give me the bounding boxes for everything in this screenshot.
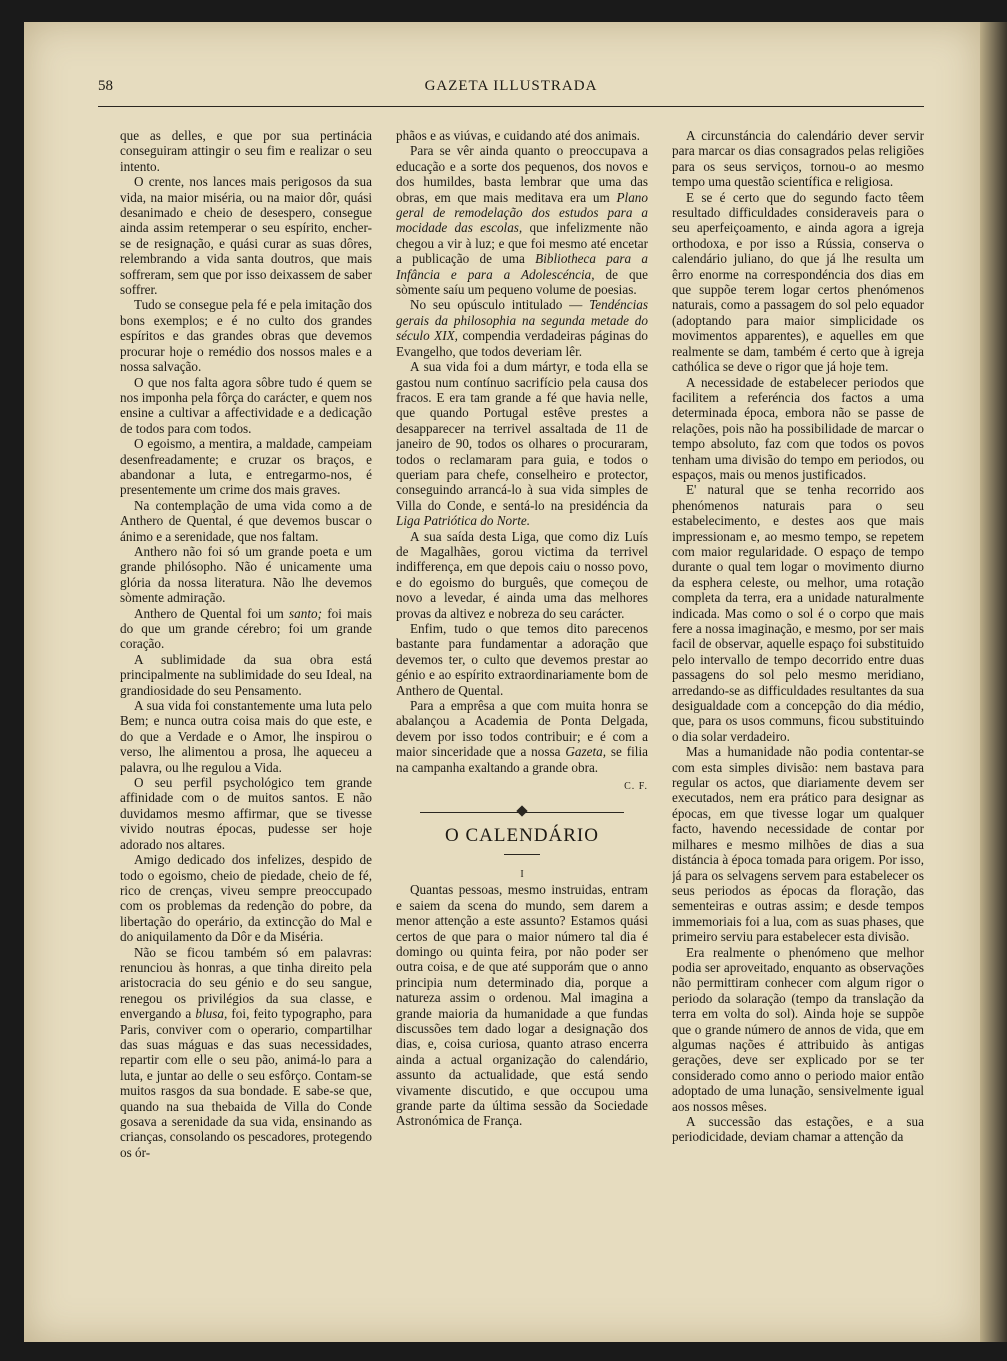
text-run: Anthero de Quental foi um (134, 605, 290, 621)
paragraph (120, 945, 372, 1161)
paragraph: A circunstáncia do calendário dever servir para marcar os dias consagrados pelas religiões para os seus serviços, tornou-o ao mesmo tempo uma questão scientífica e religiosa. (672, 128, 924, 190)
italic-text: Tendéncias gerais da philosophia na segunda metade do século XIX, (396, 297, 648, 344)
paragraph: O seu perfil psychológico tem grande affinidade com o de muitos santos. E não duvidamos mesmo affirmar, que se tivesse vivido noutras épocas, pudesse ser hoje adorado nos altares. (120, 775, 372, 852)
italic-text: Bibliotheca para a Infância e para a Adolescéncia, (396, 251, 648, 282)
paragraph: Anthero não foi só um grande poeta e um grande philósopho. Não é unicamente uma glória da nossa literatura. Não lhe devemos sòmente admiração. (120, 543, 372, 606)
paragraph: A sua saída desta Liga, que como diz Luís de Magalhães, gorou victima da terrivel indifferença, em que depois caiu o nosso povo, e do egoismo do burguês, que começou de novo a levedar, é ainda uma das melhores provas da altivez e nobreza do seu carácter. (396, 528, 648, 621)
paragraph (396, 297, 648, 359)
section-divider-ornament (396, 798, 648, 828)
text-run: Não se ficou também só em palavras: renunciou às honras, a que tinha direito pela aristocracia do seu génio e do seu sangue, renegou os privilégios da sua classe, e envergando a (120, 944, 372, 1022)
text-run: foi, feito typographo, para Paris, conviver com o operario, compartilhar das suas máguas e das suas necessidades, repartir com elle o seu pão, animá-lo para a luta, e juntar ao delle o seu esfôrço. Contam-se muitos rasgos da sua bondade. E sabe-se que, quando na sua thebaida de Villa do Conde gosava a serenidade da sua vida, ensinando as crianças, consolando os pescadores, protegendo os ór- (120, 1006, 372, 1160)
paragraph: A sublimidade da sua obra está principalmente na sublimidade do seu Ideal, na grandiosidade do seu Pensamento. (120, 651, 372, 698)
paragraph: Amigo dedicado dos infelizes, despido de todo o egoismo, cheio de piedade, cheio de fé, rico de crenças, viveu sempre preoccupado com os problemas da redenção do pobre, da libertação do operário, da extincção do Mal e do aniquilamento da Dôr e da Miséria. (120, 852, 372, 945)
page-binding-edge (980, 22, 1007, 1342)
text-run: Para a emprêsa a que com muita honra se abalançou a Academia de Ponta Delgada, devem por isso todos contribuir; e é com a maior sinceridade que a nossa (396, 698, 648, 760)
italic-text: blusa, (195, 1006, 228, 1022)
paragraph: A sua vida foi constantemente uma luta pelo Bem; e nunca outra coisa mais do que este, e do que a Verdade e o Amor, lhe inspirou o verso, lhe alimentou a prosa, lhe aqueceu a palavra, ou lhe regulou a Vida. (120, 698, 372, 775)
paragraph: O crente, nos lances mais perigosos da sua vida, na maior miséria, ou na maior dôr, quási desanimado e cheio de desespero, consegue ainda assim retemperar o seu espírito, encher-se de resignação, e quási curar as suas dôres, relembrando a vida santa doutros, que mais soffreram, sem que por isso deixassem de saber soffrer. (120, 174, 372, 298)
text-run: se filia na campanha exaltando a grande obra. (396, 744, 648, 775)
page-number: 58 (98, 78, 113, 94)
diamond-icon (516, 806, 527, 817)
section-title: O CALENDÁRIO (445, 825, 599, 847)
paragraph: O que nos falta agora sôbre tudo é quem se nos imponha pela fôrça do carácter, e quem nos ensine a cultivar a affectividade e a dedicação de todos para com todos. (120, 374, 372, 436)
paragraph (396, 359, 648, 528)
title-underline (504, 854, 540, 855)
text-run: No seu opúsculo intitulado — (410, 297, 590, 313)
paragraph: phãos e as viúvas, e cuidando até dos animais. (396, 128, 640, 143)
paragraph: Na contemplação de uma vida como a de Anthero de Quental, é que devemos buscar o ánimo e a serenidade, que nos faltam. (120, 497, 372, 544)
text-run: compendia verdadeiras páginas do Evangelho, que todos deveriam lêr. (396, 328, 648, 359)
paragraph: E se é certo que do segundo facto têem resultado difficuldades consideraveis para o seu aperfeiçoamento, e ainda agora a igreja orthodoxa, e por isso a Rússia, conserva o calendário juliano, do que já lhe resulta um êrro enorme na correspondéncia dos dias em que suppõe terem logar certos phenómenos naturais, como a passagem do sol pelo equador (adoptando para maior simplicidade os movimentos apparentes), e aquelles em que realmente se dam, também é certo que à igreja cathólica se deve o rigor que já hoje tem. (672, 189, 924, 375)
author-signature: C. F. (624, 781, 648, 793)
text-run: de que sòmente saíu um pequeno volume de poesias. (396, 266, 648, 298)
italic-text: Liga Patriótica do Norte. (396, 513, 531, 529)
italic-text: Plano geral de remodelação dos estudos para a mocidade das escolas, (396, 189, 648, 236)
text-run: que infelizmente não chegou a vir à luz; e que foi mesmo até encetar a publicação de uma (396, 220, 648, 267)
paragraph: que as delles, e que por sua pertinácia conseguiram attingir o seu fim e realizar o seu intento. (120, 128, 372, 174)
section-number: I (520, 868, 524, 880)
column-3 (672, 128, 924, 1278)
paragraph: A necessidade de estabelecer periodos que facilitem a referéncia dos factos a uma determinada época, embora não se passe de relações, pois não ha possibilidade de marcar o tempo absoluto, faz com que todos os povos tenham uma divisão do tempo em periodos, ou espaços, mais ou menos justificados. (672, 374, 924, 482)
paragraph (396, 698, 648, 775)
paragraph: E' natural que se tenha recorrido aos phenómenos naturais para o seu estabelecimento, e destes aos que mais impressionam e, ao mesmo tempo, se repetem com maior regularidade. O espaço de tempo durante o qual tem logar o movimento diurno da esphera celeste, ou melhor, uma rotação completa da terra, era a unidade naturalmente indicada. Mas como o sol é o corpo que mais fere a nossa imaginação, e mesmo, por ser mais facil de observar, aquelle espaço foi substituido pelo intervallo de tempo decorrido entre duas passagens do sol pelo mesmo meridiano, arredando-se as difficuldades resultantes da sua desigualdade com a concepção do dia médio, que, para os usos communs, ficou substituindo o dia solar verdadeiro. (672, 482, 924, 744)
italic-text: Gazeta, (565, 744, 607, 760)
page-header (98, 78, 924, 98)
column-1 (120, 128, 372, 1278)
paragraph: Tudo se consegue pela fé e pela imitação dos bons exemplos; e é no culto dos grandes espíritos e das grandes obras que devemos procurar hoje o remédio dos nossos males e a nossa salvação. (120, 297, 372, 375)
paragraph: O egoismo, a mentira, a maldade, campeiam desenfreadamente; e cruzar os braços, e abandonar a luta, e entregarmo-nos, é presentemente um crime dos mais graves. (120, 436, 372, 498)
paragraph: Mas a humanidade não podia contentar-se com esta simples divisão: nem bastava para regular os actos, que diariamente devem ser executados, nem era prático para designar as épocas, em que tivesse logar um qualquer facto, havendo necessidade de contar por milhares e mesmo milhões de dias a sua distáncia à época tomada para origem. Por isso, já para os selvagens servem para estabelecer os seus periodos as épocas da floração, das sementeiras e outras assim; e desde tempos immemoriais foi a lua, com as suas phases, que primeiro serviu para estabelecer esta divisão. (672, 744, 924, 945)
paragraph: Enfim, tudo o que temos dito parecenos bastante para fundamentar a adoração que devemos ter, o culto que devemos prestar ao génio e ao espírito extraordinariamente bom de Anthero de Quental. (396, 621, 648, 698)
column-2 (396, 128, 648, 1278)
italic-text: santo; (289, 605, 322, 621)
text-run: foi mais do que um grande cérebro; foi um grande coração. (120, 605, 372, 652)
header-rule (98, 106, 924, 107)
paragraph: Era realmente o phenómeno que melhor podia ser aproveitado, enquanto as observações não permittiram conhecer com algum rigor o periodo da solaração (tempo da translação da terra em volta do sol). Ainda hoje se suppõe que o grande número de annos de vida, que em algumas nações é attribuido às antigas gerações, deve ser explicado por se ter considerado como anno o periodo maior então adoptado de uma lunação, sensivelmente igual aos nossos mêses. (672, 944, 924, 1114)
text-run: Para se vêr ainda quanto o preoccupava a educação e a sorte dos pequenos, dos novos e dos humildes, basta lembrar que uma das obras, em que mais meditava era um (396, 143, 648, 205)
paragraph: A successão das estações, e a sua periodicidade, deviam chamar a attenção da (672, 1114, 924, 1145)
text-run: A sua vida foi a dum mártyr, e toda ella se gastou num contínuo sacrifício pela causa dos fracos. E era tam grande a fé que havia nelle, que quando Portugal estêve prestes a desapparecer na terrivel assaltada de 11 de janeiro de 90, todos os olhares o procuraram, todos o reclamaram para guia, e todos o queriam para chefe, conselheiro e protector, conseguindo arrancá-lo à sua vida simples de Villa do Conde, e sentá-lo na presidéncia da (396, 359, 648, 513)
paragraph (120, 606, 372, 652)
paragraph (396, 143, 648, 297)
paragraph: Quantas pessoas, mesmo instruidas, entram e saiem da scena do mundo, sem darem a menor attenção a este assunto? Estamos quási certos de que para o maior número tal dia é domingo ou quinta feira, por não poder ser outra coisa, e de que até supporám que o anno principia num determinado dia, porque a natureza assim o ordenou. Mal imagina a grande maioria da humanidade a que fundas discussões tem dado logar a designação dos dias, e, coisa curiosa, quanto atraso encerra ainda a actual organização do calendário, assunto da actualidade, que está sendo vivamente discutido, e que occupou uma grande parte da última sessão da Sociedade Astronómica de França. (396, 882, 648, 1129)
publication-title: GAZETA ILLUSTRADA (424, 78, 598, 94)
